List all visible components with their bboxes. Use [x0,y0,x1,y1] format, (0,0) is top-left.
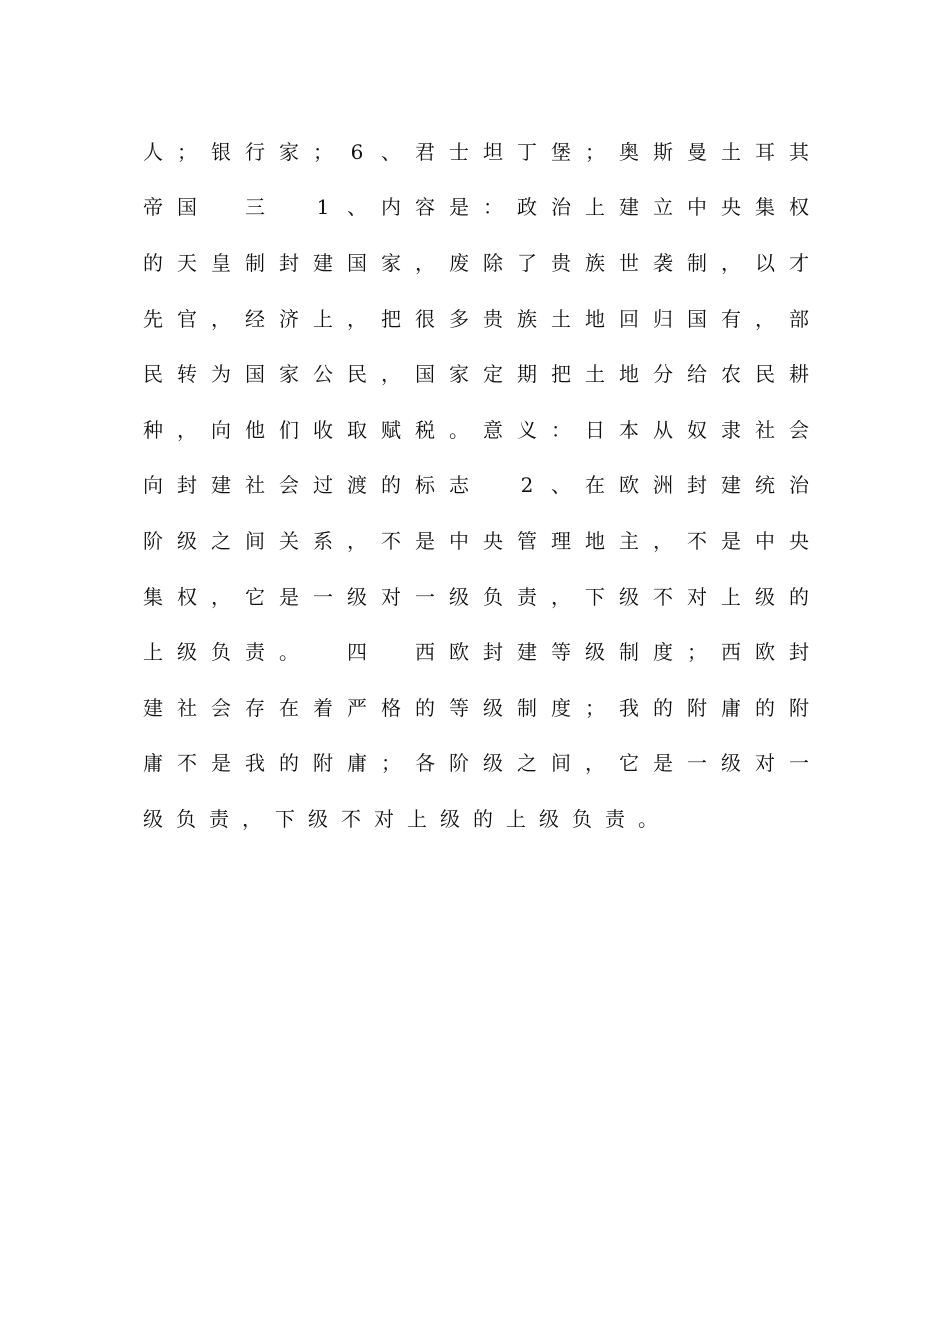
body-text [143,124,809,847]
text-line: 阶 级 之 间 关 系 ， 不 是 中 央 管 理 地 主 ， 不 是 中 央 [143,528,809,553]
text-line: 集 权 ， 它 是 一 级 对 一 级 负 责 ， 下 级 不 对 上 级 的 [143,584,809,609]
text-line: 向 封 建 社 会 过 渡 的 标 志 2 、 在 欧 洲 封 建 统 治 [143,473,809,498]
text-line: 民 转 为 国 家 公 民 ， 国 家 定 期 把 土 地 分 给 农 民 耕 [143,362,809,387]
text-line: 上 级 负 责 。 四 西 欧 封 建 等 级 制 度 ； 西 欧 封 [143,640,809,665]
text-line: 级 负 责 ， 下 级 不 对 上 级 的 上 级 负 责 。 [143,806,658,831]
text-line: 先 官 ， 经 济 上 ， 把 很 多 贵 族 土 地 回 归 国 有 ， 部 [143,306,809,331]
text-line: 帝 国 三 1 、 内 容 是 ： 政 治 上 建 立 中 央 集 权 [143,195,809,220]
text-line: 种 ， 向 他 们 收 取 赋 税 。 意 义 ： 日 本 从 奴 隶 社 会 [143,417,809,442]
text-line: 的 天 皇 制 封 建 国 家 ， 废 除 了 贵 族 世 袭 制 ， 以 才 [143,250,809,275]
text-line: 庸 不 是 我 的 附 庸 ； 各 阶 级 之 间 ， 它 是 一 级 对 一 [143,751,809,776]
text-line: 人 ； 银 行 家 ； 6 、 君 士 坦 丁 堡 ； 奥 斯 曼 土 耳 其 [143,139,809,164]
text-line: 建 社 会 存 在 着 严 格 的 等 级 制 度 ； 我 的 附 庸 的 附 [143,695,809,720]
